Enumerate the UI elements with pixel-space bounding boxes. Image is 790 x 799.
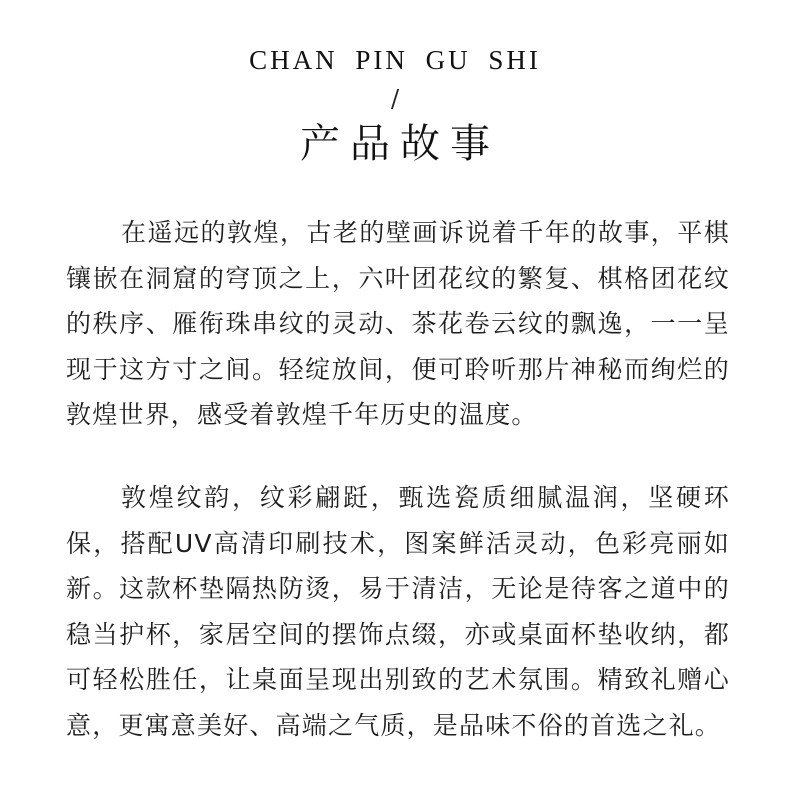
story-paragraph-2: 敦煌纹韵，纹彩翩跹，甄选瓷质细腻温润，坚硬环保，搭配UV高清印刷技术，图案鲜活灵动，色彩亮丽如新。这款杯垫隔热防烫，易于清洁，无论是待客之道中的稳当护杯，家居空间的摆饰点缀，亦或桌面杯垫收纳，都可轻松胜任，让桌面呈现出别致的艺术氛围。精致礼赠心意，更寓意美好、高端之气质，是品味不俗的首选之礼。	[66, 483, 730, 740]
slash-divider: /	[390, 85, 400, 113]
page-title: 产品故事	[300, 121, 500, 167]
pinyin-subtitle: CHAN PIN GU SHI	[249, 45, 541, 75]
story-paragraph-1: 在遥远的敦煌，古老的壁画诉说着千年的故事，平棋镶嵌在洞窟的穹顶之上，六叶团花纹的繁复、棋格团花纹的秩序、雁衔珠串纹的灵动、茶花卷云纹的飘逸，一一呈现于这方寸之间。轻绽放间，便可聆听那片神秘而绚烂的敦煌世界，感受着敦煌千年历史的温度。	[66, 218, 730, 429]
section-header	[0, 38, 790, 174]
